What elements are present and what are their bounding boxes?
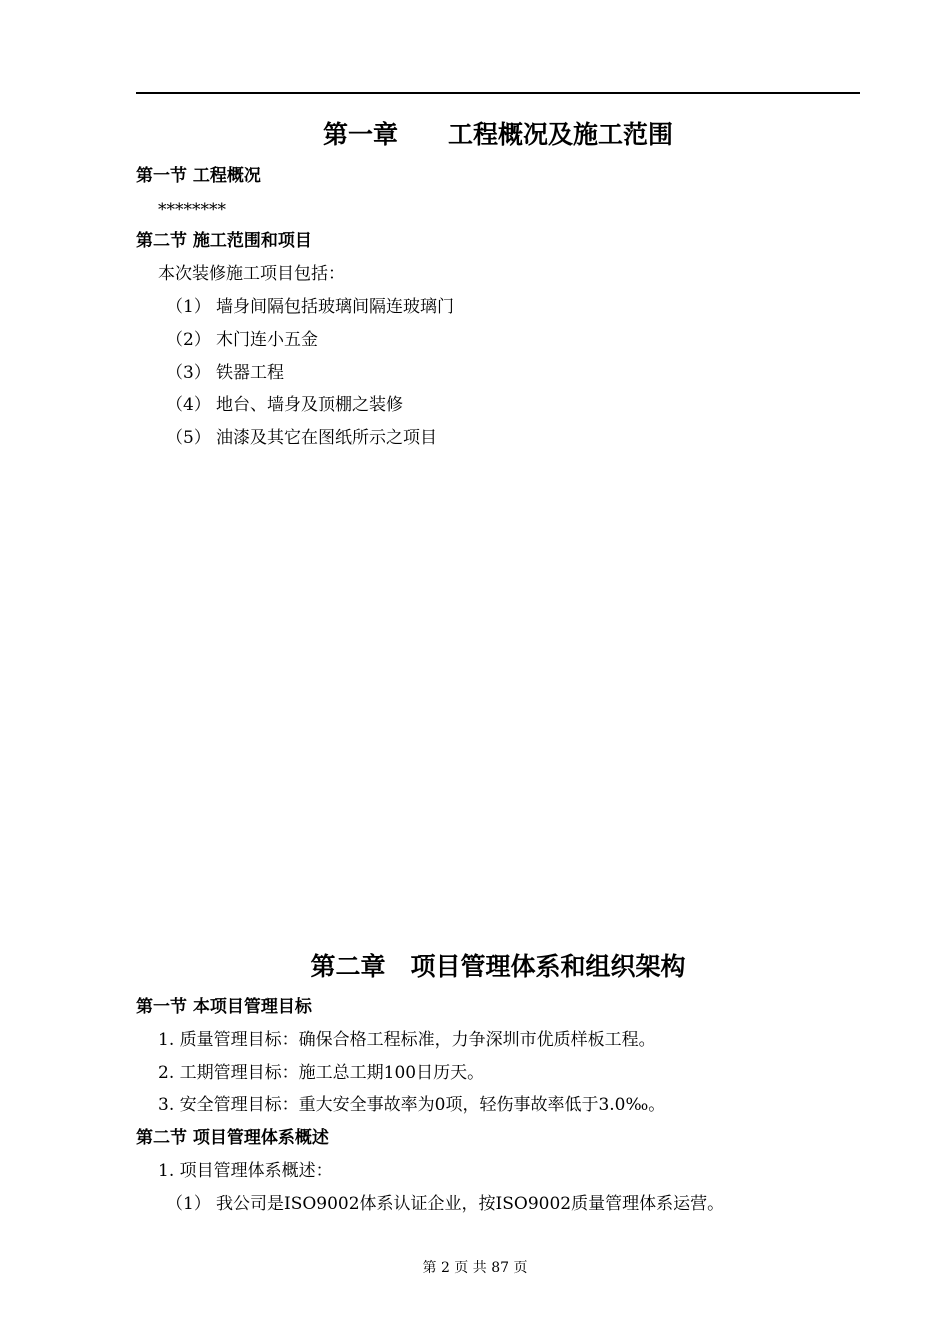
scope-item-number: （5） bbox=[166, 428, 211, 448]
goal-item-schedule: 2. 工期管理目标：施工总工期100日历天。 bbox=[158, 1063, 485, 1083]
subitem-number: （1） bbox=[166, 1194, 211, 1214]
chapter-2-section-1-title: 第一节 本项目管理目标 bbox=[136, 997, 312, 1017]
chapter-1-section-2-title: 第二节 施工范围和项目 bbox=[136, 231, 312, 251]
scope-item-number: （1） bbox=[166, 297, 211, 317]
scope-item-text: 墙身间隔包括玻璃间隔连玻璃门 bbox=[216, 297, 454, 317]
scope-item bbox=[166, 362, 284, 384]
scope-item-number: （3） bbox=[166, 363, 211, 383]
scope-item bbox=[166, 427, 437, 449]
management-system-subitem bbox=[166, 1193, 724, 1215]
page-footer: 第 2 页 共 87 页 bbox=[422, 1260, 528, 1276]
scope-item bbox=[166, 329, 318, 351]
scope-item-text: 铁器工程 bbox=[216, 363, 284, 383]
scope-item-text: 地台、墙身及顶棚之装修 bbox=[216, 395, 403, 415]
scope-intro: 本次装修施工项目包括： bbox=[158, 264, 345, 284]
subitem-text: 我公司是ISO9002体系认证企业，按ISO9002质量管理体系运营。 bbox=[216, 1194, 725, 1214]
chapter-1-section-1-title: 第一节 工程概况 bbox=[136, 166, 261, 186]
goal-item-quality: 1. 质量管理目标：确保合格工程标准，力争深圳市优质样板工程。 bbox=[158, 1030, 656, 1050]
chapter-2-section-2-title: 第二节 项目管理体系概述 bbox=[136, 1128, 329, 1148]
management-system-item: 1. 项目管理体系概述： bbox=[158, 1161, 333, 1181]
project-overview-text: ******** bbox=[158, 200, 226, 220]
scope-item-number: （4） bbox=[166, 395, 211, 415]
scope-item-text: 木门连小五金 bbox=[216, 330, 318, 350]
header-rule bbox=[136, 92, 860, 94]
scope-item-number: （2） bbox=[166, 330, 211, 350]
scope-item bbox=[166, 394, 403, 416]
scope-item-text: 油漆及其它在图纸所示之项目 bbox=[216, 428, 437, 448]
goal-item-safety: 3. 安全管理目标：重大安全事故率为0项，轻伤事故率低于3.0‰。 bbox=[158, 1095, 666, 1115]
chapter-2-title: 第二章 项目管理体系和组织架构 bbox=[310, 952, 686, 981]
chapter-1-title: 第一章 工程概况及施工范围 bbox=[322, 120, 673, 149]
scope-item bbox=[166, 296, 454, 318]
